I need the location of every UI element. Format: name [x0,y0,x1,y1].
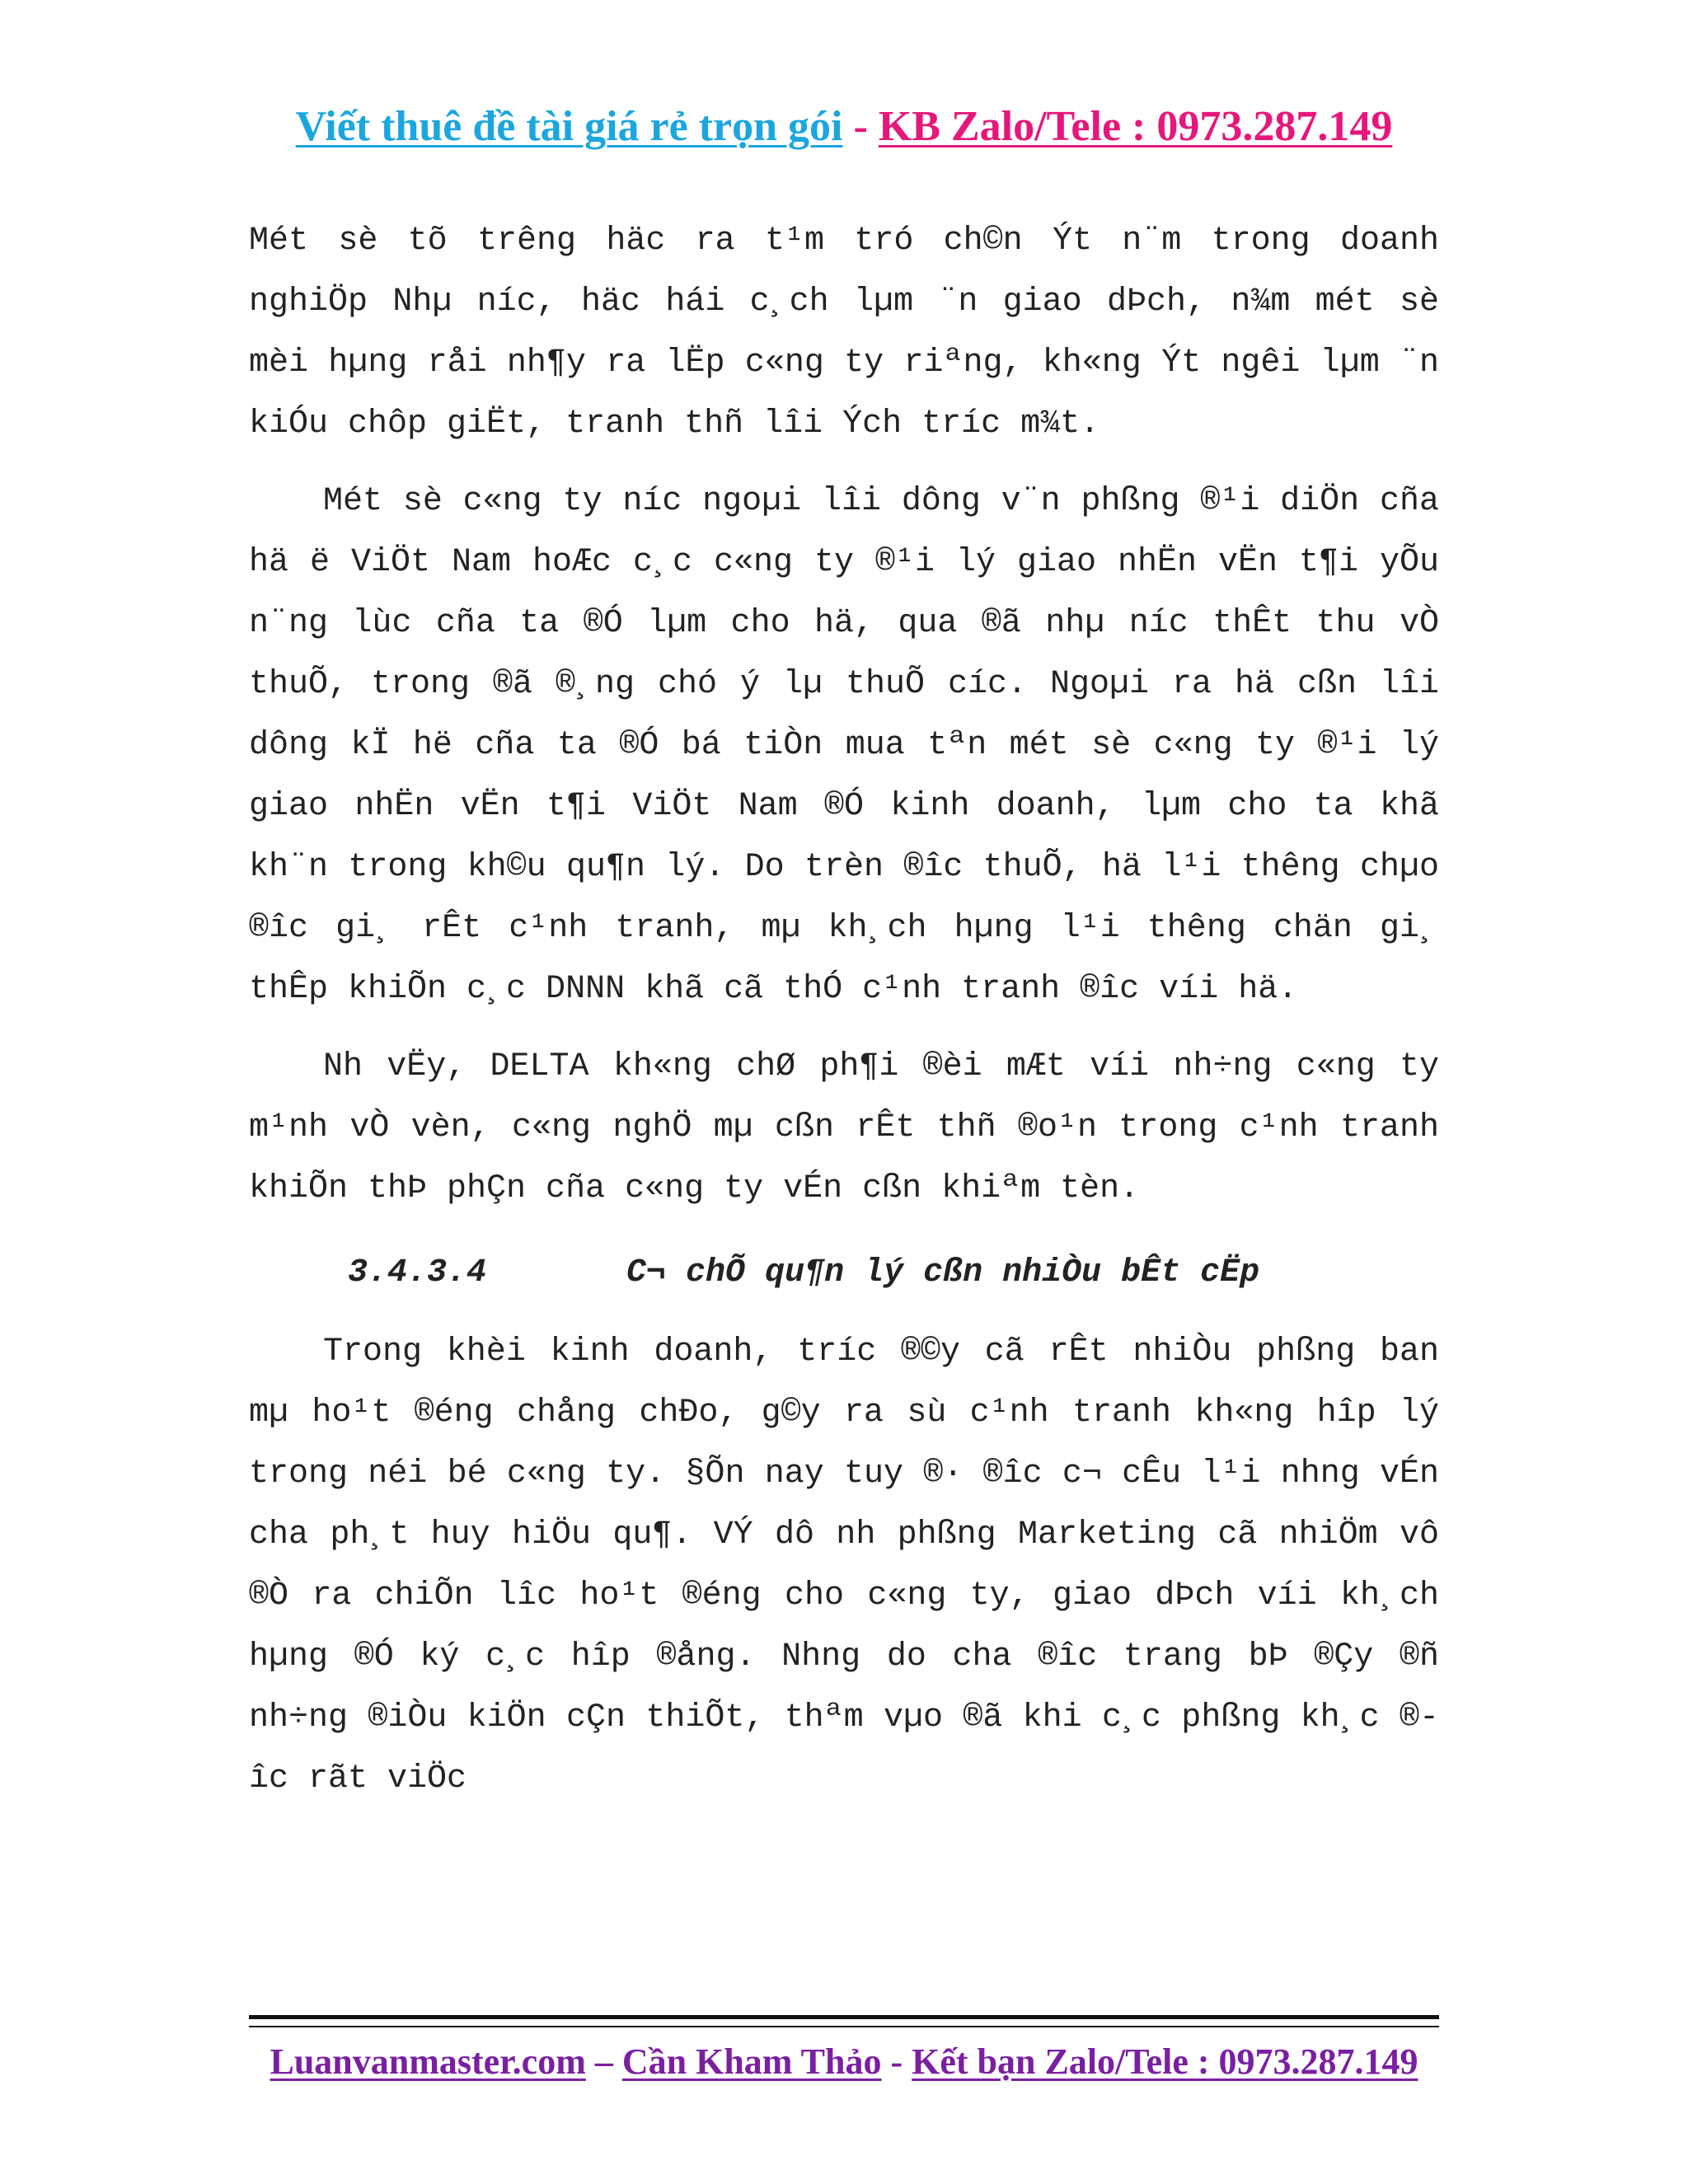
document-body [249,211,1439,1810]
footer-divider-thick [249,2015,1439,2019]
footer-contact-link[interactable]: Kết bạn Zalo/Tele : 0973.287.149 [912,2041,1418,2082]
paragraph-2: Mét sè c«ng ty níc ngoµi lîi dông v¨n phßng ®¹i diÖn cña hä ë ViÖt Nam hoÆc c¸c c«ng ty ®¹i lý giao nhËn vËn t¶i yÕu n¨ng lùc cña ta ®Ó lµm cho hä, qua ®ã nhµ níc thÊt thu vÒ thuÕ, trong ®ã ®¸ng chó ý lµ thuÕ cíc. Ngoµi ra hä cßn lîi dông kÏ hë cña ta ®Ó bá tiÒn mua tªn mét sè c«ng ty ®¹i lý giao nhËn vËn t¶i ViÖt Nam ®Ó kinh doanh, lµm cho ta khã kh¨n trong kh©u qu¶n lý. Do trèn ®îc thuÕ, hä l¹i thêng chµo ®îc gi¸ rÊt c¹nh tranh, mµ kh¸ch hµng l¹i thêng chän gi¸ thÊp khiÕn c¸c DNNN khã cã thÓ c¹nh tranh ®îc víi hä. [249,483,1439,1008]
footer-site-link[interactable]: Luanvanmaster.com [270,2041,586,2082]
header-service-link[interactable]: Viết thuê đề tài giá rẻ trọn gói [295,103,843,150]
footer-author-link[interactable]: Cần Kham Thảo [621,2041,882,2082]
header-separator: - [842,103,879,150]
paragraph-4: Trong khèi kinh doanh, tríc ®©y cã rÊt nhiÒu phßng ban mµ ho¹t ®éng chång chÐo, g©y ra sù c¹nh tranh kh«ng hîp lý trong néi bé c«ng ty. §Õn nay tuy ®· ®îc c¬ cÊu l¹i nhng vÉn cha ph¸t huy hiÖu qu¶. VÝ dô nh phßng Marketing cã nhiÖm vô ®Ò ra chiÕn lîc ho¹t ®éng cho c«ng ty, giao dÞch víi kh¸ch hµng ®Ó ký c¸c hîp ®ång. Nhng do cha ®îc trang bÞ ®Çy ®ñ nh÷ng ®iÒu kiÖn cÇn thiÕt, thªm vµo ®ã khi c¸c phßng kh¸c ®îc rãt viÖc [249,1333,1439,1797]
footer-separator: - [881,2041,912,2082]
footer-dash: – [585,2041,622,2082]
header-contact-link[interactable]: KB Zalo/Tele : 0973.287.149 [878,103,1393,150]
section-heading [249,1243,1439,1304]
page-footer [0,2036,1688,2088]
paragraph-3: Nh vËy, DELTA kh«ng chØ ph¶i ®èi mÆt víi nh÷ng c«ng ty m¹nh vÒ vèn, c«ng nghÖ mµ cßn rÊt thñ ®o¹n trong c¹nh tranh khiÕn thÞ phÇn cña c«ng ty vÉn cßn khiªm tèn. [249,1048,1439,1207]
section-number: 3.4.3.4 [348,1254,487,1291]
page-header [0,101,1688,153]
footer-divider-thin [249,2026,1439,2027]
section-title: C¬ chÕ qu¶n lý cßn nhiÒu bÊt cËp [626,1254,1260,1291]
paragraph-1: Mét sè tõ trêng häc ra t¹m tró ch©n Ýt n¨m trong doanh nghiÖp Nhµ níc, häc hái c¸ch lµm ¨n giao dÞch, n¾m mét sè mèi hµng råi nh¶y ra lËp c«ng ty riªng, kh«ng Ýt ngêi lµm ¨n kiÓu chôp giËt, tranh thñ lîi Ých tríc m¾t. [249,223,1439,443]
